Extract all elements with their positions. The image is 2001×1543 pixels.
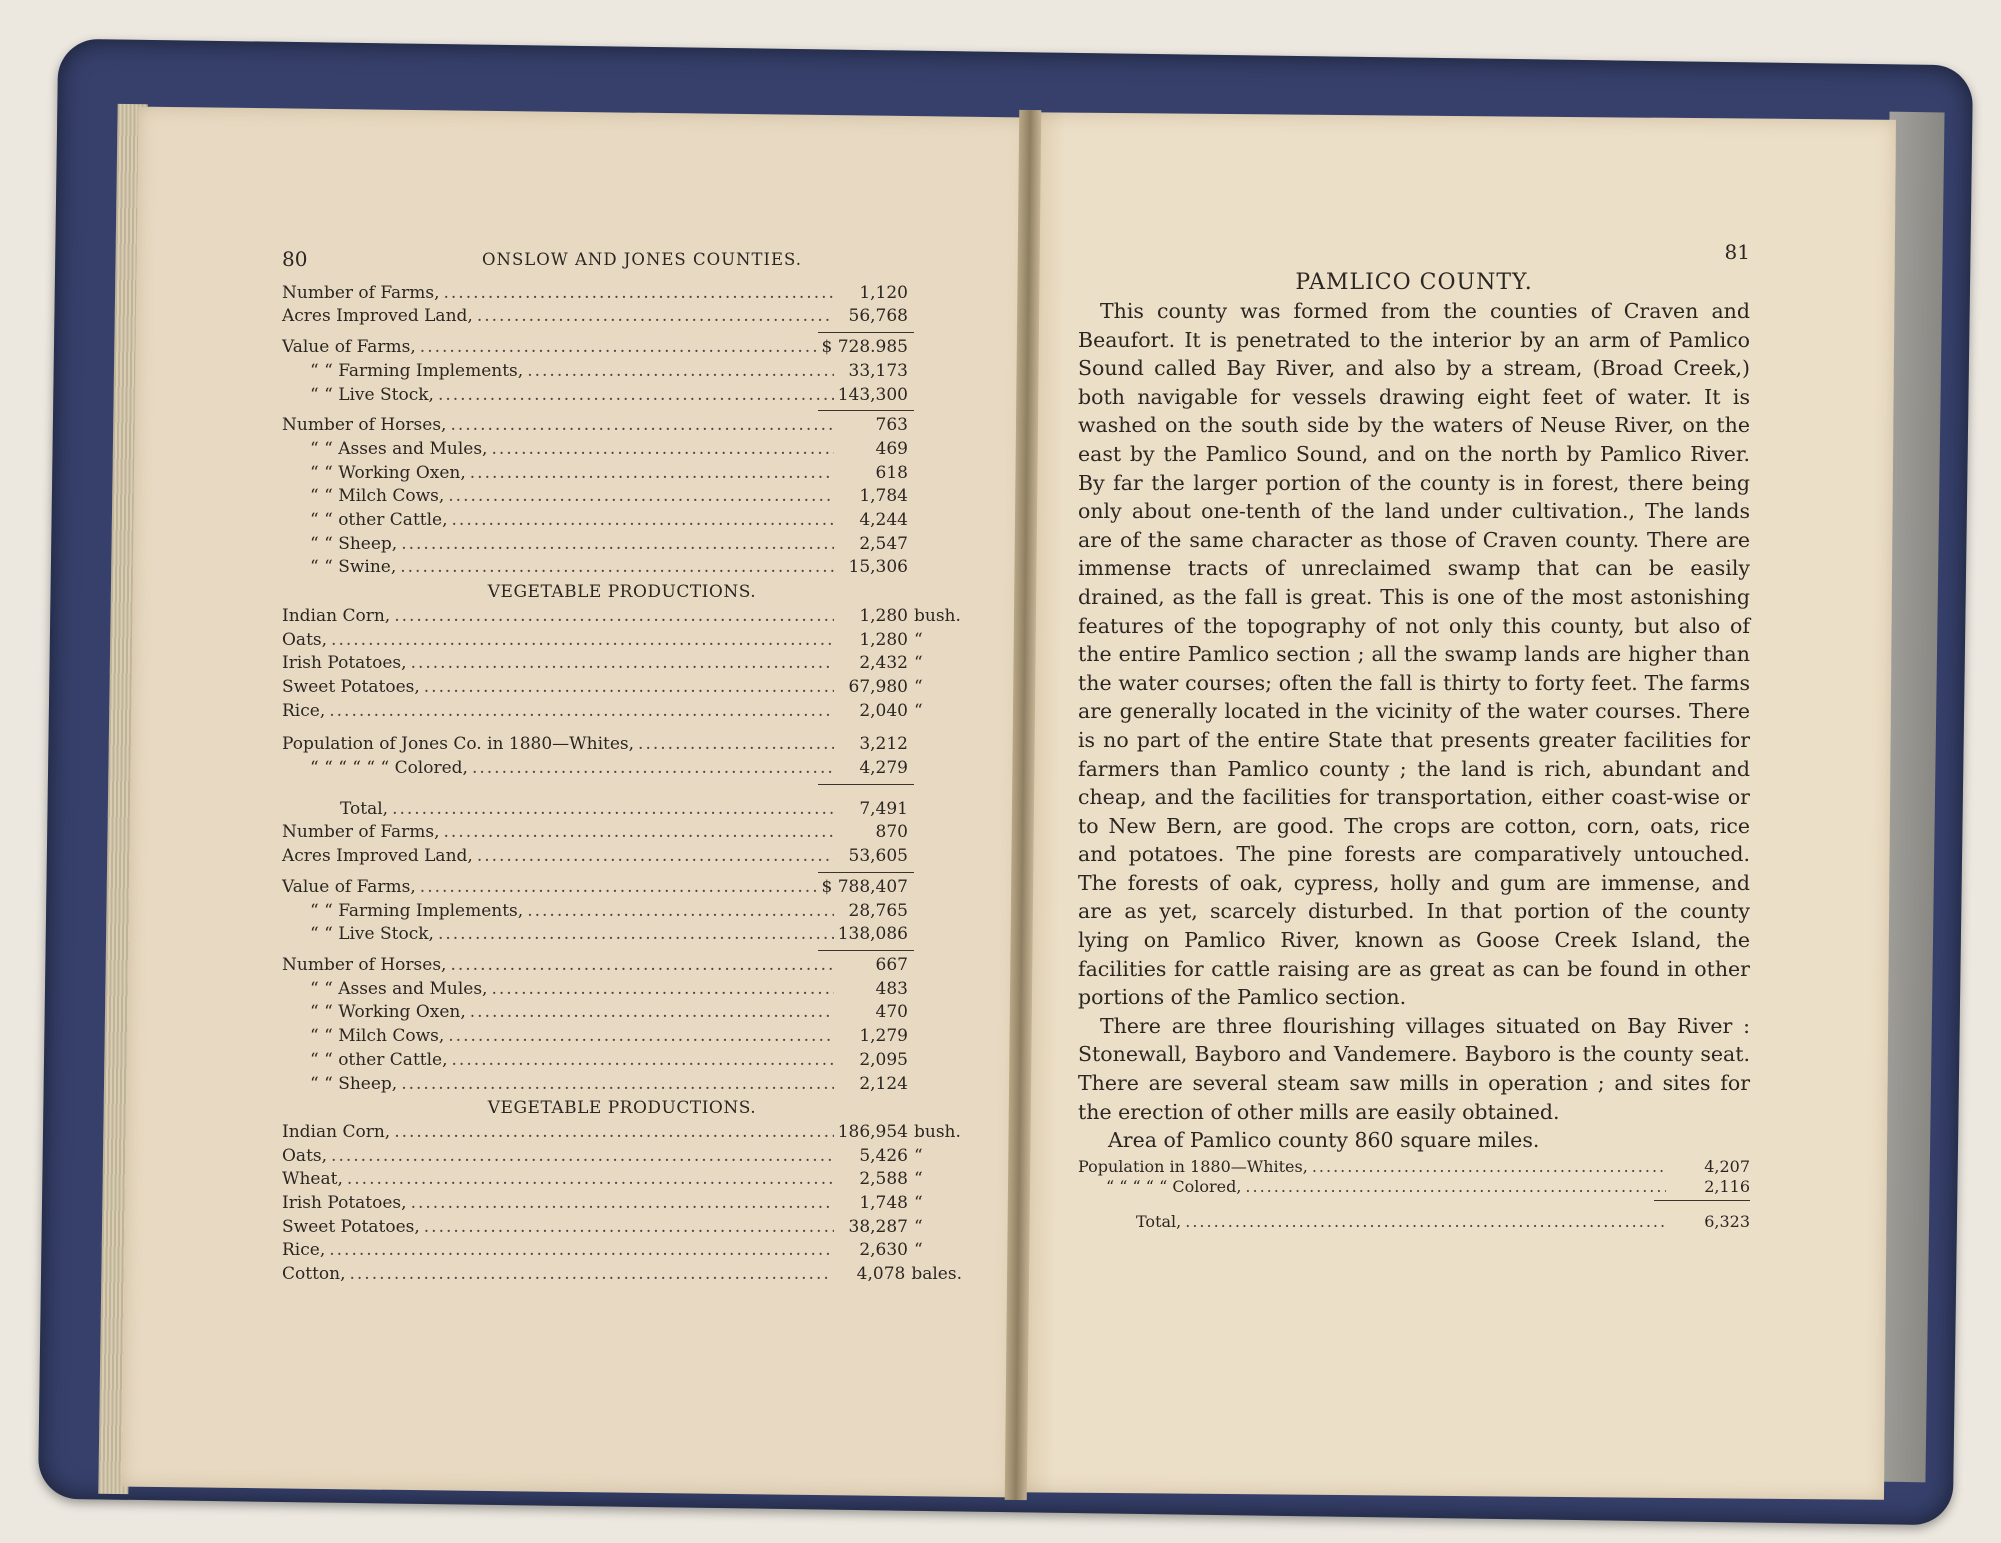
table-row: “ “ “ “ “ “ Colored, ..... 4,279 bbox=[282, 757, 962, 781]
table-row: Acres Improved Land, ..... 56,768 bbox=[282, 305, 962, 329]
divider bbox=[818, 872, 914, 873]
table-row: Number of Horses, ..... 667 bbox=[282, 954, 962, 978]
table-row: “ “ “ “ “ Colored, ..... 2,116 bbox=[1078, 1177, 1750, 1197]
block2 bbox=[282, 336, 962, 407]
divider bbox=[818, 950, 914, 951]
block1 bbox=[282, 282, 962, 329]
table-row: Population of Jones Co. in 1880—Whites, ..... 3,212 bbox=[282, 733, 962, 757]
table-row: Acres Improved Land, ..... 53,605 bbox=[282, 845, 962, 869]
table-row: Wheat, ..... 2,588 “ bbox=[282, 1168, 962, 1192]
running-head: ONSLOW AND JONES COUNTIES. bbox=[482, 250, 802, 269]
table-row: “ “ Asses and Mules, ..... 469 bbox=[282, 438, 962, 462]
block8 bbox=[282, 954, 962, 1096]
divider bbox=[818, 784, 914, 785]
table-row: Number of Farms, ..... 1,120 bbox=[282, 282, 962, 306]
table-row: “ “ Sheep, ..... 2,547 bbox=[282, 533, 962, 557]
table-row: “ “ Working Oxen, ..... 618 bbox=[282, 462, 962, 486]
table-row: “ “ Live Stock, ..... 143,300 bbox=[282, 384, 962, 408]
block5 bbox=[282, 733, 962, 780]
table-row: Value of Farms, ..... $ 788,407 bbox=[282, 876, 962, 900]
block4 bbox=[282, 605, 962, 724]
divider bbox=[818, 410, 914, 411]
table-row: Sweet Potatoes, ..... 67,980 “ bbox=[282, 676, 962, 700]
table-row: “ “ other Cattle, ..... 4,244 bbox=[282, 509, 962, 533]
table-row: Indian Corn, ..... 1,280 bush. bbox=[282, 605, 962, 629]
left-page-number: 80 bbox=[282, 247, 308, 271]
table-row: Irish Potatoes, ..... 1,748 “ bbox=[282, 1192, 962, 1216]
left-page-content bbox=[282, 248, 962, 1287]
table-row: Irish Potatoes, ..... 2,432 “ bbox=[282, 652, 962, 676]
section-heading: VEGETABLE PRODUCTIONS. bbox=[487, 582, 757, 603]
block7 bbox=[282, 876, 962, 947]
right-page-number: 81 bbox=[1724, 240, 1750, 264]
table-row: Indian Corn, ..... 186,954 bush. bbox=[282, 1121, 962, 1145]
table-row: “ “ Milch Cows, ..... 1,784 bbox=[282, 485, 962, 509]
block6 bbox=[282, 821, 962, 868]
table-row: Population in 1880—Whites, ..... 4,207 bbox=[1078, 1157, 1750, 1177]
divider bbox=[818, 332, 914, 333]
table-row: Rice, ..... 2,630 “ bbox=[282, 1239, 962, 1263]
population-table bbox=[1078, 1157, 1750, 1232]
table-row: Value of Farms, ..... $ 728.985 bbox=[282, 336, 962, 360]
page-title: PAMLICO COUNTY. bbox=[1295, 270, 1533, 295]
left-running-header bbox=[282, 248, 962, 272]
body-paragraph: There are three flourishing villages situated on Bay River : Stonewall, Bayboro and Vandemere. Bayboro is the county seat. There are several steam saw mills in operation ; and sites for the erection of other mills are easily obtained. bbox=[1078, 1013, 1750, 1124]
table-row: “ “ Milch Cows, ..... 1,279 bbox=[282, 1025, 962, 1049]
table-row: “ “ Farming Implements, ..... 33,173 bbox=[282, 360, 962, 384]
table-row: “ “ Sheep, ..... 2,124 bbox=[282, 1073, 962, 1097]
table-row: Cotton, ..... 4,078 bales. bbox=[282, 1263, 962, 1287]
table-row: Oats, ..... 5,426 “ bbox=[282, 1145, 962, 1169]
divider bbox=[1654, 1200, 1750, 1201]
table-row: Number of Horses, ..... 763 bbox=[282, 414, 962, 438]
block9 bbox=[282, 1121, 962, 1287]
table-row: Oats, ..... 1,280 “ bbox=[282, 629, 962, 653]
section-heading: VEGETABLE PRODUCTIONS. bbox=[487, 1098, 757, 1119]
area-line: Area of Pamlico county 860 square miles. bbox=[1108, 1128, 1540, 1153]
table-row: “ “ other Cattle, ..... 2,095 bbox=[282, 1049, 962, 1073]
table-row: Rice, ..... 2,040 “ bbox=[282, 700, 962, 724]
table-row: “ “ Swine, ..... 15,306 bbox=[282, 556, 962, 580]
total-row: Total, ..... 6,323 bbox=[1078, 1212, 1750, 1232]
table-row: “ “ Working Oxen, ..... 470 bbox=[282, 1001, 962, 1025]
total-row: Total, ..... 7,491 bbox=[282, 798, 962, 822]
table-row: “ “ Farming Implements, ..... 28,765 bbox=[282, 900, 962, 924]
table-row: “ “ Live Stock, ..... 138,086 bbox=[282, 923, 962, 947]
right-page-content bbox=[1078, 240, 1750, 1232]
table-row: Number of Farms, ..... 870 bbox=[282, 821, 962, 845]
table-row: Sweet Potatoes, ..... 38,287 “ bbox=[282, 1216, 962, 1240]
body-paragraph: This county was formed from the counties of Craven and Beaufort. It is penetrated to the interior by an arm of Pamlico Sound called Bay River, and also by a stream, (Broad Creek,) both navigable for vessels drawing eight feet of water. It is washed on the south side by the waters of Neuse River, on the east by the Pamlico Sound, and on the north by Pamlico River. By far the larger portion of the county is in forest, there being only about one-tenth of the land under cultivation., The lands are of the same character as those of Craven county. There are immense tracts of unreclaimed swamp that can be easily drained, as the fall is great. This is one of the most astonishing features of the topography of not only this county, but also of the entire Pamlico section ; all the swamp lands are higher than the water courses; often the fall is thirty to forty feet. The farms are generally located in the vicinity of the water courses. There is no part of the entire State that presents greater facilities for farmers than Pamlico county ; the land is rich, abundant and cheap, and the facilities for transportation, either coast-wise or to New Bern, are good. The crops are cotton, corn, oats, rice and potatoes. The pine forests are comparatively untouched. The forests of oak, cypress, holly and gum are immense, and are as yet, scarcely disturbed. In that portion of the county lying on Pamlico River, known as Goose Creek Island, the facilities for cattle raising are as great as can be found in other portions of the Pamlico section. bbox=[1078, 299, 1750, 1010]
block3 bbox=[282, 414, 962, 580]
table-row: “ “ Asses and Mules, ..... 483 bbox=[282, 978, 962, 1002]
